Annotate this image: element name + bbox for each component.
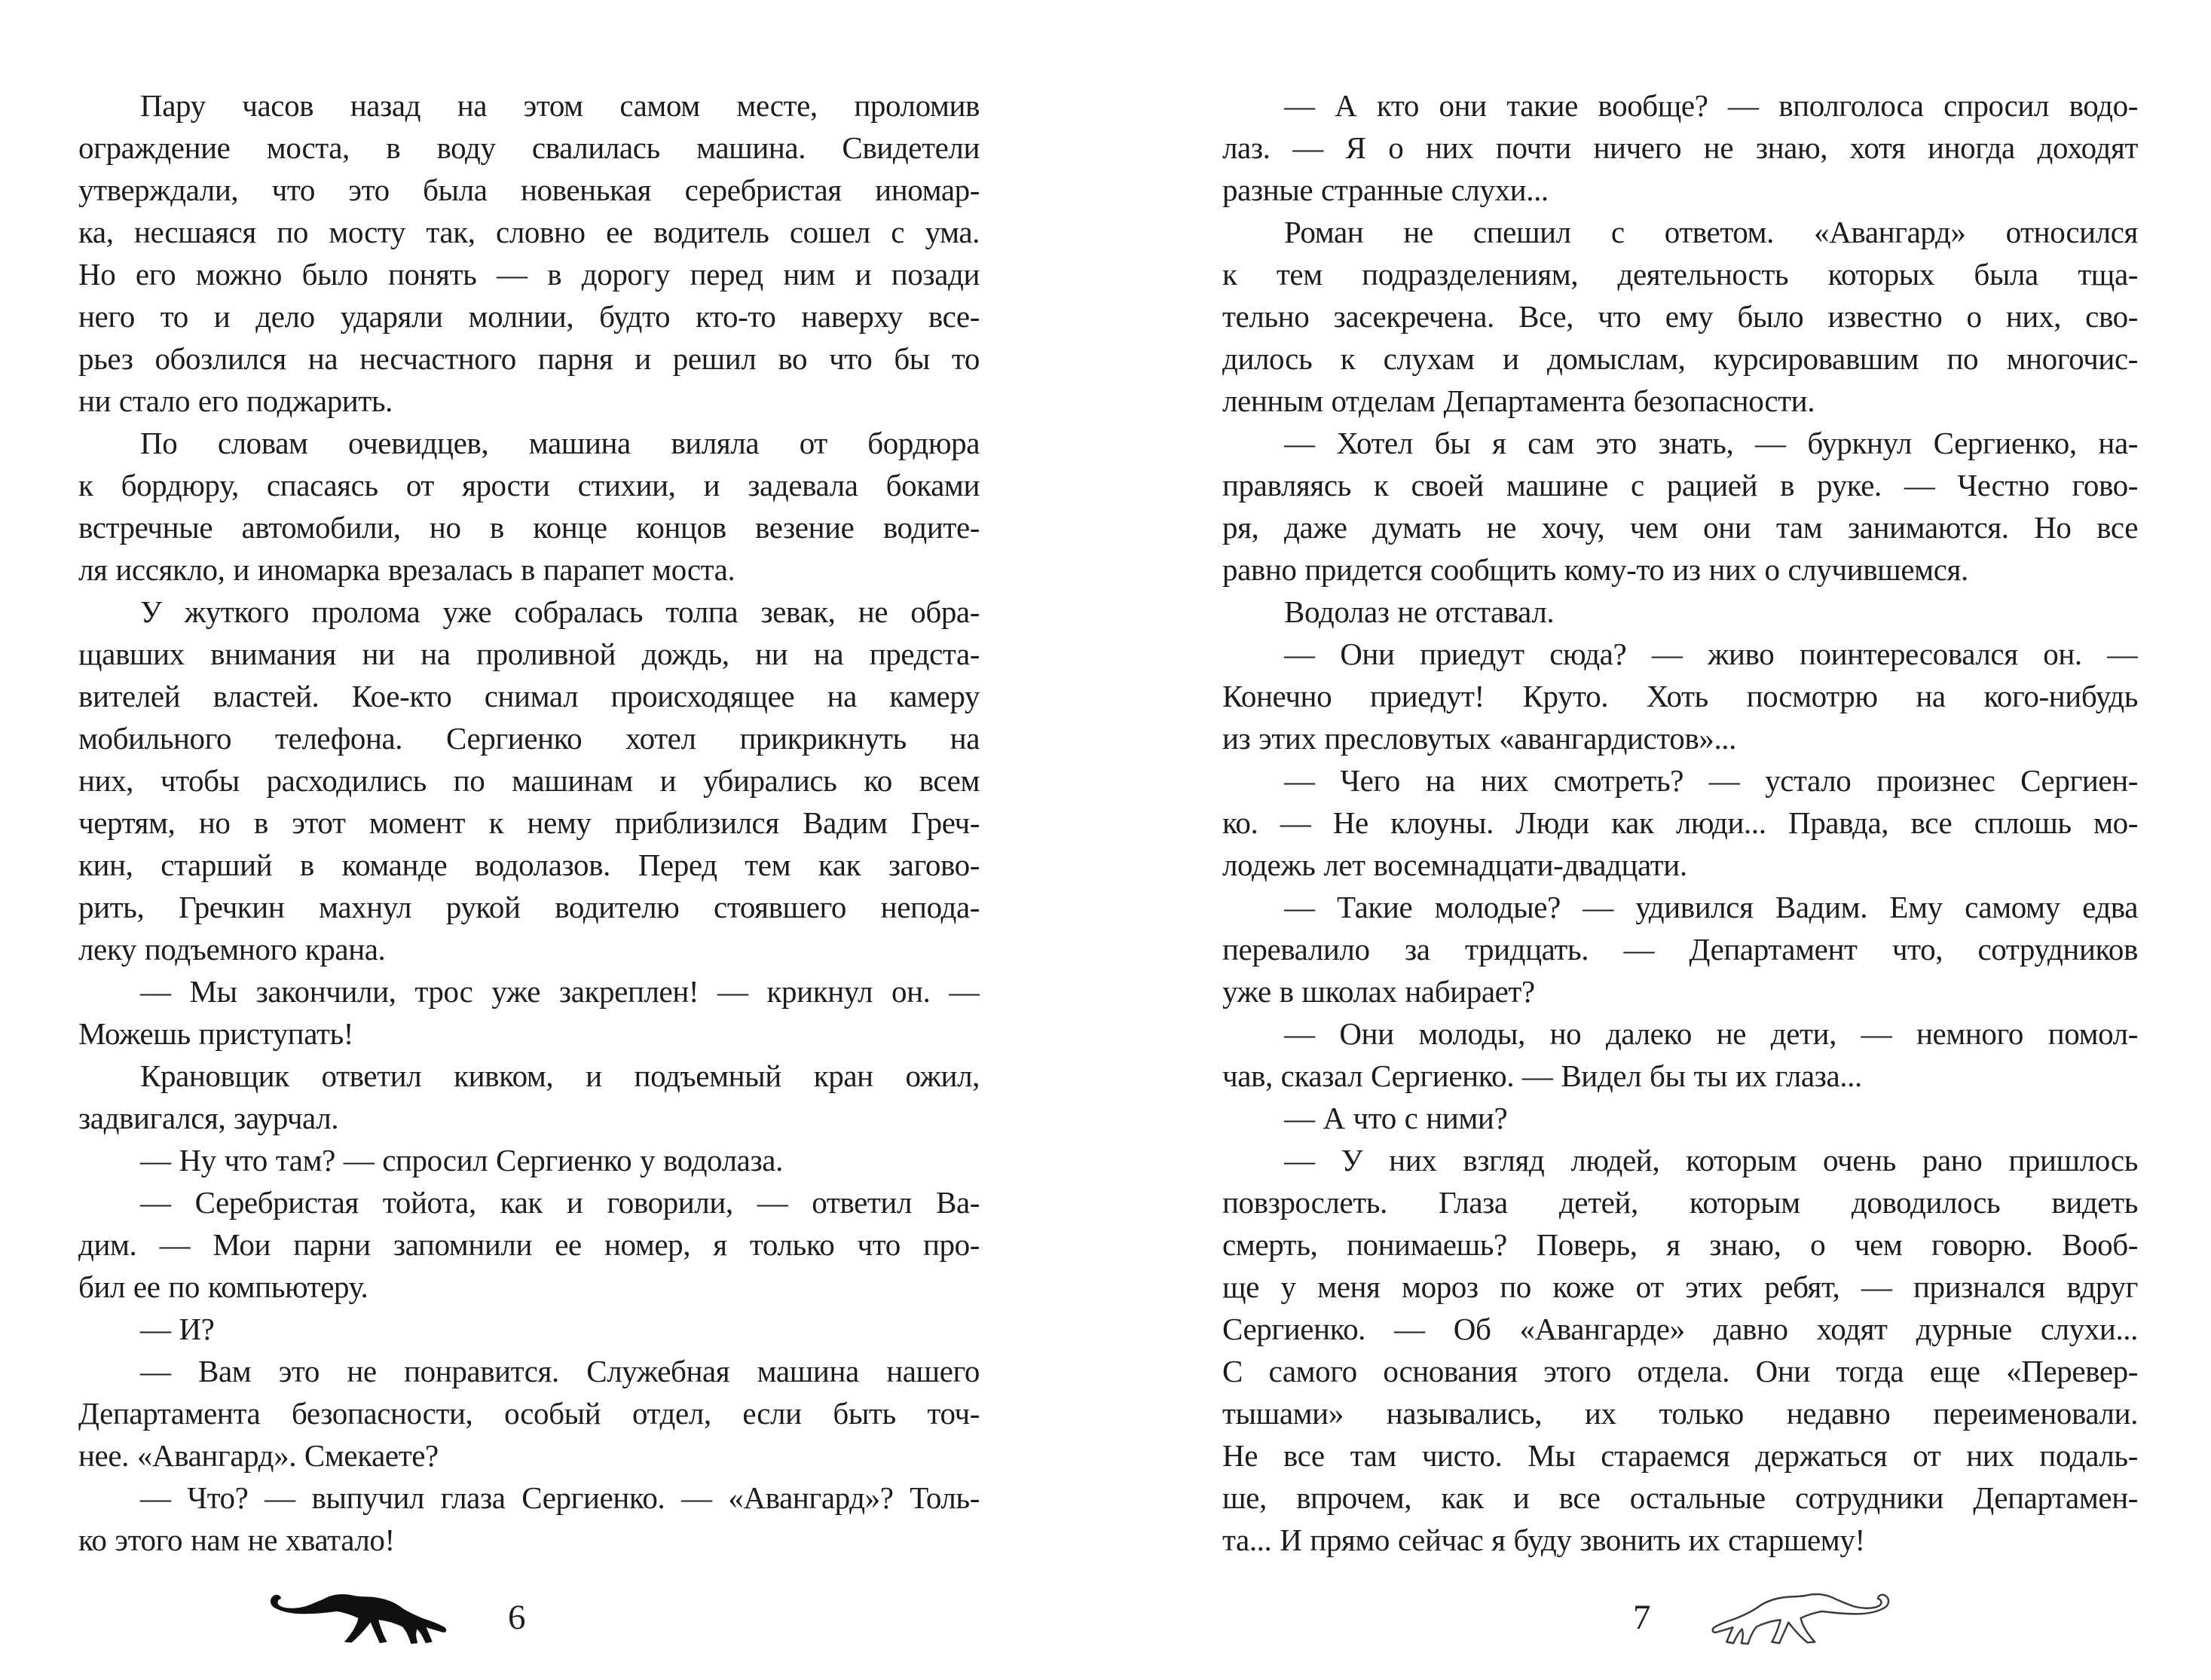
text-line: — Серебристая тойота, как и говорили, — ответил Ва- (140, 1185, 980, 1220)
text-line: — Они молоды, но далеко не дети, — немного помол- (1284, 1016, 2138, 1051)
text-line: — У них взгляд людей, которым очень рано пришлось (1284, 1143, 2138, 1178)
text-line: — Мы закончили, трос уже закреплен! — крикнул он. — (140, 974, 980, 1009)
text-line: — Чего на них смотреть? — устало произнес Сергиен- (1284, 763, 2138, 798)
text-line: дим. — Мои парни запомнили ее номер, я только что про- (78, 1227, 980, 1262)
text-line: равно придется сообщить кому-то из них о случившемся. (1222, 552, 1968, 587)
page-right-footer (1222, 1576, 2138, 1659)
text-line: него то и дело ударяли молнии, будто кто-то наверху все- (78, 299, 980, 334)
text-line: Можешь приступать! (78, 1016, 354, 1051)
text-line: леку подъемного крана. (78, 932, 386, 967)
text-line: нее. «Авангард». Смекаете? (78, 1438, 439, 1473)
text-line: лаз. — Я о них почти ничего не знаю, хотя иногда доходят (1222, 130, 2138, 165)
text-line: ленным отделам Департамента безопасности. (1222, 383, 1815, 418)
text-line: Но его можно было понять — в дорогу перед ним и позади (78, 257, 980, 292)
text-line: ограждение моста, в воду свалилась машина. Свидетели (78, 130, 980, 165)
text-line: Крановщик ответил кивком, и подъемный кран ожил, (140, 1058, 980, 1093)
text-line: Водолаз не отставал. (1284, 594, 1555, 629)
text-line: из этих пресловутых «авангардистов»... (1222, 721, 1736, 756)
text-line: встречные автомобили, но в конце концов везение водите- (78, 510, 980, 545)
text-line: дилось к слухам и домыслам, курсировавшим по многочис- (1222, 341, 2138, 376)
text-line: — Хотел бы я сам это знать, — буркнул Сергиенко, на- (1284, 426, 2138, 460)
text-line: Пару часов назад на этом самом месте, проломив (140, 88, 980, 123)
text-line: — Они приедут сюда? — живо поинтересовался он. — (1284, 637, 2138, 671)
text-line: ря, даже думать не хочу, чем они там занимаются. Но все (1222, 510, 2138, 545)
text-line: рить, Гречкин махнул рукой водителю стоявшего непода- (78, 890, 980, 924)
black-panther-illustration-icon (268, 1581, 464, 1654)
text-line: кин, старший в команде водолазов. Перед тем как загово- (78, 848, 980, 882)
text-line: повзрослеть. Глаза детей, которым доводилось видеть (1222, 1185, 2138, 1220)
text-line: та... И прямо сейчас я буду звонить их старшему! (1222, 1523, 1865, 1557)
text-line: ко. — Не клоуны. Люди как люди... Правда, все сплошь мо- (1222, 805, 2138, 840)
text-line: — Что? — выпучил глаза Сергиенко. — «Авангард»? Толь- (140, 1480, 980, 1515)
page-number-left: 6 (508, 1597, 526, 1637)
text-line: смерть, понимаешь? Поверь, я знаю, о чем говорю. Вооб- (1222, 1227, 2138, 1262)
text-line: ше, впрочем, как и все остальные сотрудники Департамен- (1222, 1480, 2138, 1515)
text-line: ни стало его поджарить. (78, 383, 393, 418)
text-line: ще у меня мороз по коже от этих ребят, — признался вдруг (1222, 1269, 2138, 1304)
text-line: рьез обозлился на несчастного парня и решил во что бы то (78, 341, 980, 376)
text-line: У жуткого пролома уже собралась толпа зевак, не обра- (140, 594, 980, 629)
text-line: чертям, но в этот момент к нему приблизился Вадим Греч- (78, 805, 980, 840)
text-line: бил ее по компьютеру. (78, 1269, 368, 1304)
text-line: к тем подразделениям, деятельность которых была тща- (1222, 257, 2138, 292)
panther-outline-illustration-icon (1695, 1581, 1891, 1654)
text-line: — А кто они такие вообще? — вполголоса спросил водо- (1284, 88, 2138, 123)
text-line: Не все там чисто. Мы стараемся держаться от них подаль- (1222, 1438, 2138, 1473)
text-line: — Ну что там? — спросил Сергиенко у водолаза. (140, 1143, 783, 1178)
text-line: По словам очевидцев, машина виляла от бордюра (140, 426, 980, 460)
text-line: ля иссякло, и иномарка врезалась в парапет моста. (78, 552, 735, 587)
text-line: вителей властей. Кое-кто снимал происходящее на камеру (78, 679, 980, 713)
text-line: них, чтобы расходились по машинам и убирались ко всем (78, 763, 980, 798)
text-line: ко этого нам не хватало! (78, 1523, 395, 1557)
text-line: мобильного телефона. Сергиенко хотел прикрикнуть на (78, 721, 980, 756)
text-line: — И? (140, 1312, 215, 1346)
text-line: Конечно приедут! Круто. Хоть посмотрю на кого-нибудь (1222, 679, 2138, 713)
page-left-footer (78, 1576, 980, 1659)
text-line: Сергиенко. — Об «Авангарде» давно ходят дурные слухи... (1222, 1312, 2138, 1346)
text-line: перевалило за тридцать. — Департамент что, сотрудников (1222, 932, 2138, 967)
text-line: — Такие молодые? — удивился Вадим. Ему самому едва (1284, 890, 2138, 924)
page-left-text (78, 84, 980, 1561)
text-line: — Вам это не понравится. Служебная машина нашего (140, 1354, 980, 1388)
text-line: к бордюру, спасаясь от ярости стихии, и задевала боками (78, 468, 980, 502)
text-line: лодежь лет восемнадцати-двадцати. (1222, 848, 1687, 882)
text-line: тельно засекречена. Все, что ему было известно о них, сво- (1222, 299, 2138, 334)
text-line: С самого основания этого отдела. Они тогда еще «Перевер- (1222, 1354, 2138, 1388)
text-line: — А что с ними? (1284, 1101, 1508, 1135)
text-line: Роман не спешил с ответом. «Авангард» относился (1284, 215, 2138, 249)
text-line: уже в школах набирает? (1222, 974, 1535, 1009)
text-line: ка, несшаяся по мосту так, словно ее водитель сошел с ума. (78, 215, 980, 249)
page-right-text (1222, 84, 2138, 1561)
text-line: разные странные слухи... (1222, 173, 1549, 207)
text-line: чав, сказал Сергиенко. — Видел бы ты их глаза... (1222, 1058, 1862, 1093)
text-line: утверждали, что это была новенькая серебристая иномар- (78, 173, 980, 207)
text-line: тышами» назывались, их только недавно переименовали. (1222, 1396, 2138, 1431)
page-number-right: 7 (1633, 1597, 1651, 1637)
text-line: задвигался, заурчал. (78, 1101, 339, 1135)
text-line: щавших внимания ни на проливной дождь, ни на предста- (78, 637, 980, 671)
text-line: правляясь к своей машине с рацией в руке. — Честно гово- (1222, 468, 2138, 502)
text-line: Департамента безопасности, особый отдел, если быть точ- (78, 1396, 980, 1431)
